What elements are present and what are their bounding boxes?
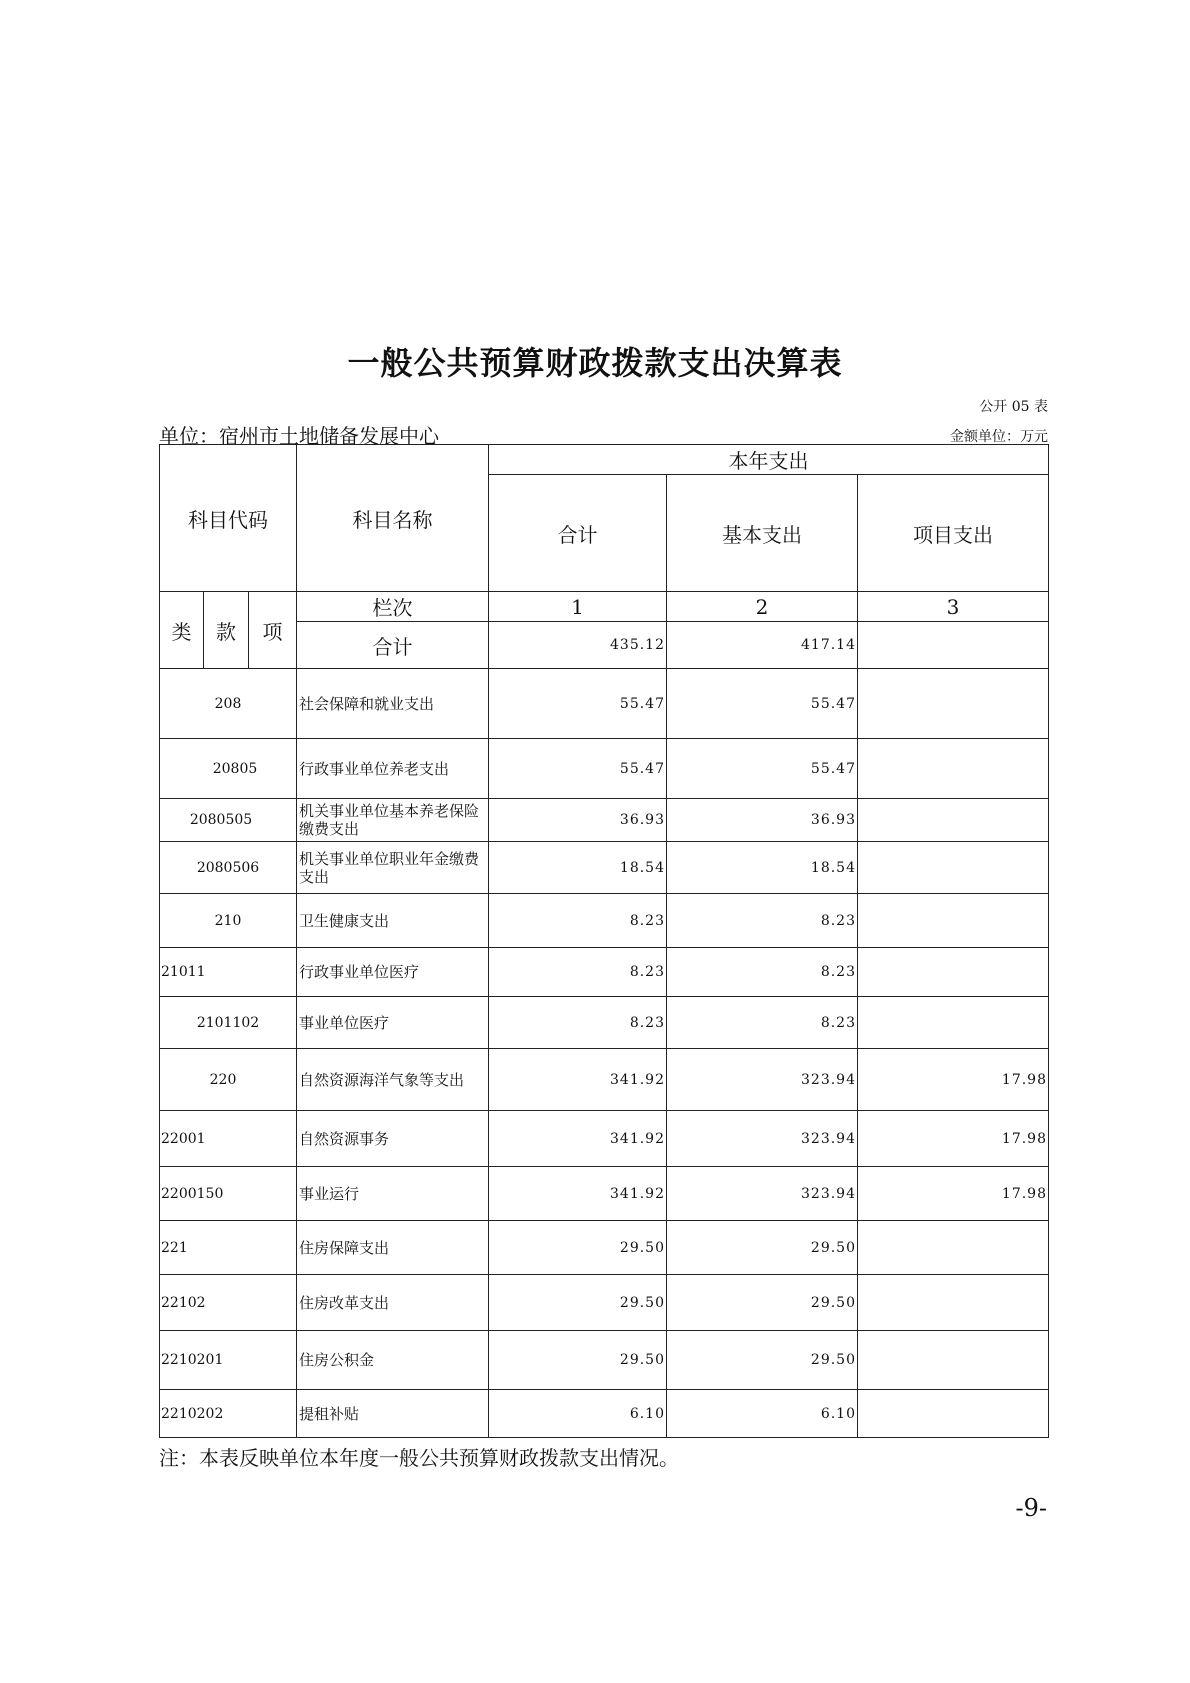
grand-total-label: 合计 (297, 622, 489, 669)
table-row (160, 948, 1049, 997)
row-project (858, 799, 1049, 842)
row-total: 29.50 (489, 1221, 667, 1275)
row-name: 事业运行 (297, 1167, 489, 1221)
row-basic: 323.94 (667, 1049, 858, 1111)
row-name: 机关事业单位职业年金缴费支出 (297, 842, 489, 894)
table-row (160, 1111, 1049, 1167)
row-name: 机关事业单位基本养老保险缴费支出 (297, 799, 489, 842)
grand-total-project (858, 622, 1049, 669)
row-project (858, 1331, 1049, 1390)
header-kuan: 款 (204, 592, 249, 669)
table-row (160, 1049, 1049, 1111)
row-project (858, 739, 1049, 799)
row-basic: 8.23 (667, 997, 858, 1049)
header-project: 项目支出 (858, 475, 1049, 592)
header-subject-code: 科目代码 (160, 445, 297, 592)
row-basic: 55.47 (667, 739, 858, 799)
row-code: 2200150 (160, 1167, 297, 1221)
grand-total-total: 435.12 (489, 622, 667, 669)
row-project: 17.98 (858, 1049, 1049, 1111)
header-current-year: 本年支出 (489, 445, 1049, 475)
expenditure-table (159, 444, 1049, 1438)
header-xiang: 项 (249, 592, 297, 669)
table-row (160, 1275, 1049, 1331)
form-number: 公开 05 表 (979, 399, 1048, 415)
row-basic: 29.50 (667, 1221, 858, 1275)
row-name: 卫生健康支出 (297, 894, 489, 948)
row-total: 8.23 (489, 948, 667, 997)
header-lei: 类 (160, 592, 204, 669)
header-subject-name: 科目名称 (297, 445, 489, 592)
row-code: 220 (160, 1049, 297, 1111)
row-code: 208 (160, 669, 297, 739)
page-number: -9- (1015, 1494, 1047, 1522)
row-basic: 323.94 (667, 1167, 858, 1221)
table-row (160, 799, 1049, 842)
row-basic: 8.23 (667, 894, 858, 948)
row-project (858, 997, 1049, 1049)
row-total: 18.54 (489, 842, 667, 894)
row-code: 210 (160, 894, 297, 948)
header-lanci: 栏次 (297, 592, 489, 622)
row-code: 22102 (160, 1275, 297, 1331)
row-project (858, 948, 1049, 997)
row-project: 17.98 (858, 1111, 1049, 1167)
row-name: 住房改革支出 (297, 1275, 489, 1331)
lanci-3: 3 (858, 592, 1049, 622)
header-total: 合计 (489, 475, 667, 592)
row-name: 住房保障支出 (297, 1221, 489, 1275)
row-code: 221 (160, 1221, 297, 1275)
row-project: 17.98 (858, 1167, 1049, 1221)
row-name: 社会保障和就业支出 (297, 669, 489, 739)
row-project (858, 842, 1049, 894)
row-total: 29.50 (489, 1275, 667, 1331)
row-name: 住房公积金 (297, 1331, 489, 1390)
table-row (160, 997, 1049, 1049)
table-note: 注：本表反映单位本年度一般公共预算财政拨款支出情况。 (159, 1446, 679, 1470)
row-project (858, 1390, 1049, 1438)
table-row (160, 1390, 1049, 1438)
table-row (160, 894, 1049, 948)
grand-total-basic: 417.14 (667, 622, 858, 669)
row-total: 8.23 (489, 997, 667, 1049)
row-name: 行政事业单位医疗 (297, 948, 489, 997)
row-code: 2101102 (160, 997, 297, 1049)
page-title: 一般公共预算财政拨款支出决算表 (347, 344, 843, 382)
row-total: 341.92 (489, 1167, 667, 1221)
row-basic: 29.50 (667, 1275, 858, 1331)
row-project (858, 669, 1049, 739)
row-total: 341.92 (489, 1111, 667, 1167)
row-project (858, 1275, 1049, 1331)
header-basic: 基本支出 (667, 475, 858, 592)
row-basic: 55.47 (667, 669, 858, 739)
row-basic: 29.50 (667, 1331, 858, 1390)
row-basic: 8.23 (667, 948, 858, 997)
amount-unit: 金额单位：万元 (950, 429, 1048, 445)
row-code: 2210202 (160, 1390, 297, 1438)
table-row (160, 842, 1049, 894)
row-total: 36.93 (489, 799, 667, 842)
row-name: 自然资源事务 (297, 1111, 489, 1167)
row-basic: 36.93 (667, 799, 858, 842)
row-code: 2210201 (160, 1331, 297, 1390)
row-basic: 6.10 (667, 1390, 858, 1438)
row-code: 22001 (160, 1111, 297, 1167)
table-row (160, 669, 1049, 739)
row-code: 2080506 (160, 842, 297, 894)
table-row (160, 739, 1049, 799)
row-total: 6.10 (489, 1390, 667, 1438)
row-code: 21011 (160, 948, 297, 997)
row-basic: 323.94 (667, 1111, 858, 1167)
lanci-1: 1 (489, 592, 667, 622)
row-total: 8.23 (489, 894, 667, 948)
row-project (858, 1221, 1049, 1275)
lanci-2: 2 (667, 592, 858, 622)
row-total: 55.47 (489, 739, 667, 799)
row-name: 行政事业单位养老支出 (297, 739, 489, 799)
organization-unit: 单位：宿州市土地储备发展中心 (159, 424, 439, 448)
row-total: 341.92 (489, 1049, 667, 1111)
row-name: 事业单位医疗 (297, 997, 489, 1049)
table-row (160, 1221, 1049, 1275)
row-total: 29.50 (489, 1331, 667, 1390)
row-code: 2080505 (160, 799, 297, 842)
row-total: 55.47 (489, 669, 667, 739)
row-basic: 18.54 (667, 842, 858, 894)
row-name: 提租补贴 (297, 1390, 489, 1438)
row-project (858, 894, 1049, 948)
row-name: 自然资源海洋气象等支出 (297, 1049, 489, 1111)
table-row (160, 1331, 1049, 1390)
row-code: 20805 (160, 739, 297, 799)
table-row (160, 1167, 1049, 1221)
